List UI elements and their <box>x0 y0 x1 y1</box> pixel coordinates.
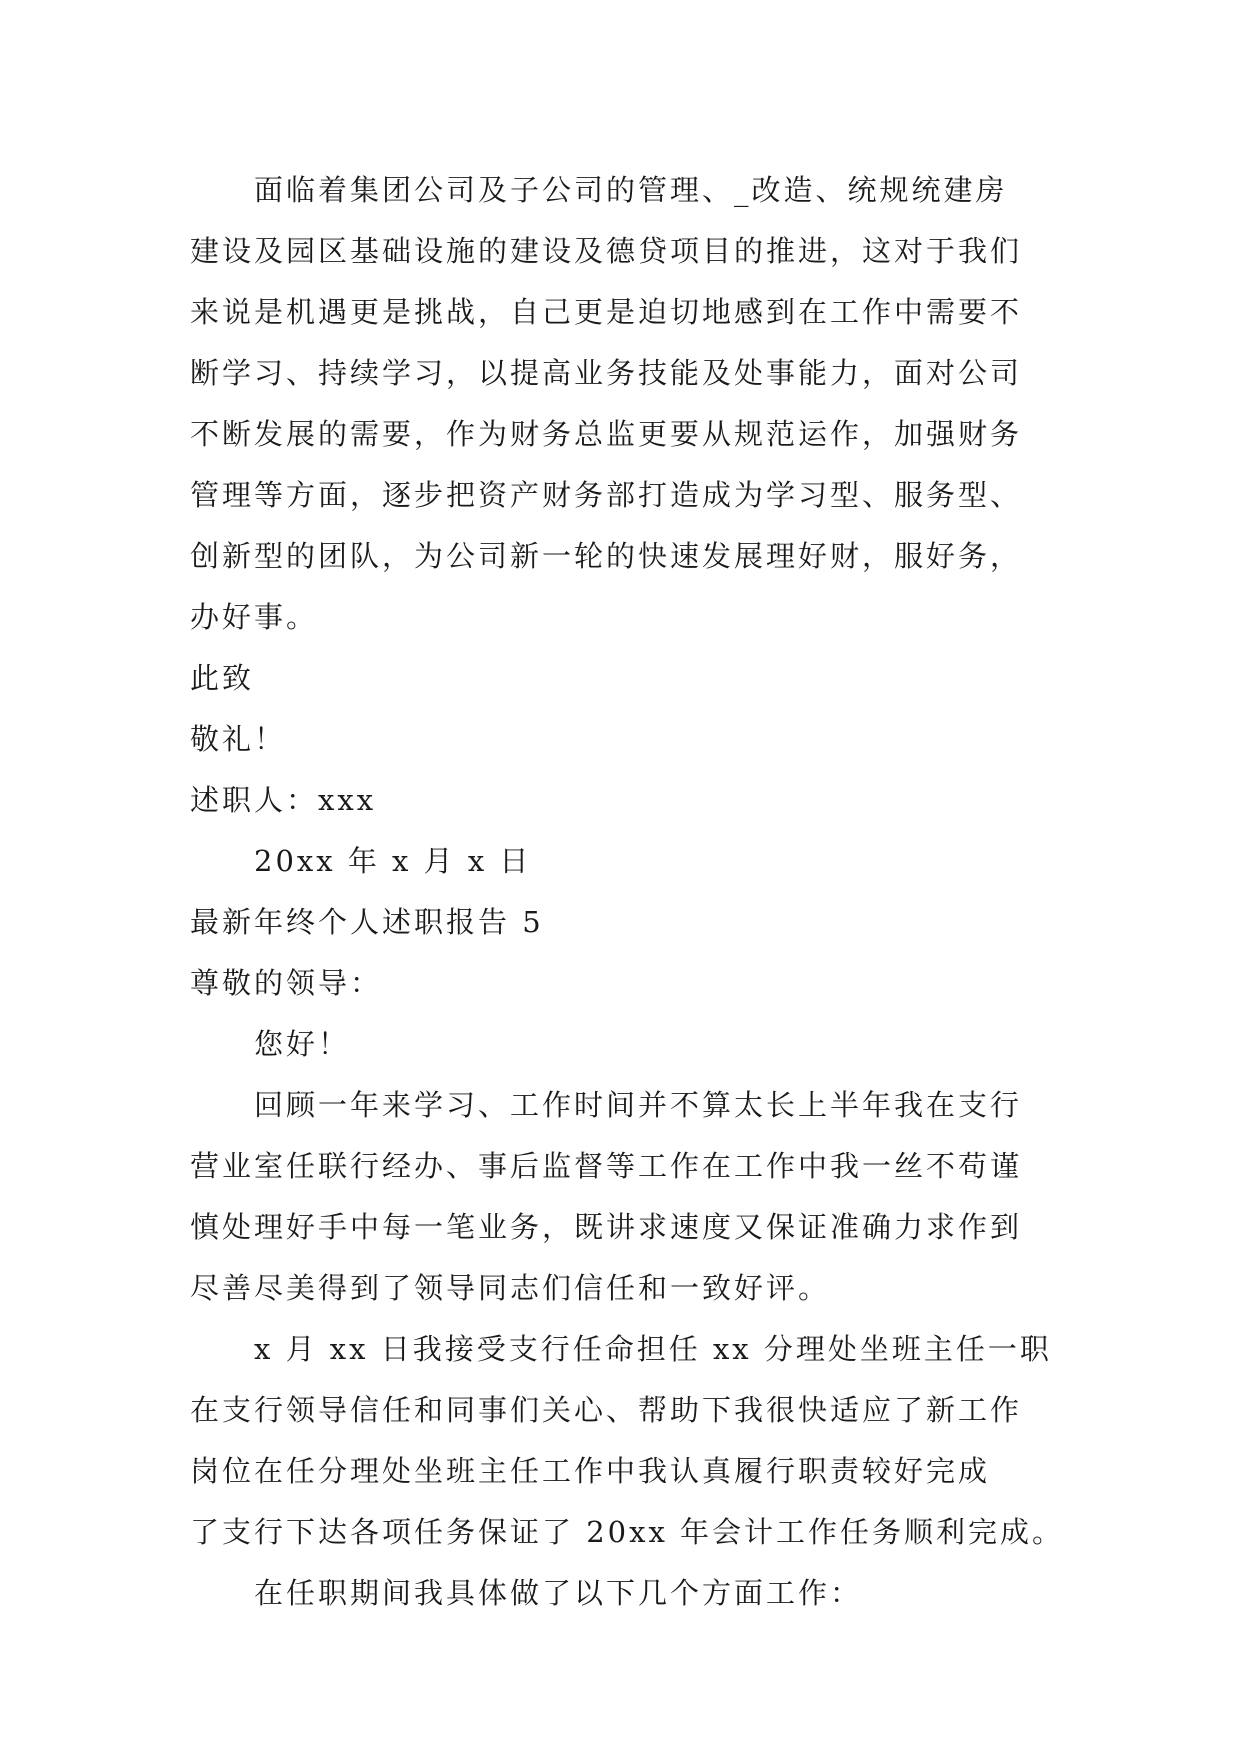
closing-regards: 敬礼！ <box>190 722 287 756</box>
closing-salutation: 此致 <box>190 661 255 695</box>
paragraph-line: 在支行领导信任和同事们关心、帮助下我很快适应了新工作 <box>190 1393 1023 1427</box>
paragraph-line: 创新型的团队，为公司新一轮的快速发展理好财，服好务， <box>190 539 1023 573</box>
paragraph-line: 回顾一年来学习、工作时间并不算太长上半年我在支行 <box>254 1088 1023 1122</box>
greeting-addressee: 尊敬的领导： <box>190 966 383 1000</box>
paragraph-line: 不断发展的需要，作为财务总监更要从规范运作，加强财务 <box>190 417 1023 451</box>
paragraph-line: 办好事。 <box>190 600 319 634</box>
greeting: 您好！ <box>254 1027 351 1061</box>
paragraph-line: 了支行下达各项任务保证了 20xx 年会计工作任务顺利完成。 <box>190 1515 1065 1549</box>
signature-name: 述职人：xxx <box>190 783 377 817</box>
paragraph-line: 岗位在任分理处坐班主任工作中我认真履行职责较好完成 <box>190 1454 991 1488</box>
paragraph-line: 面临着集团公司及子公司的管理、_改造、统规统建房 <box>254 173 1008 207</box>
paragraph-line: 在任职期间我具体做了以下几个方面工作： <box>254 1576 863 1610</box>
section-title: 最新年终个人述职报告 5 <box>190 905 544 939</box>
paragraph-line: 建设及园区基础设施的建设及德贷项目的推进，这对于我们 <box>190 234 1023 268</box>
paragraph-line: 慎处理好手中每一笔业务，既讲求速度又保证准确力求作到 <box>190 1210 1023 1244</box>
paragraph-line: 尽善尽美得到了领导同志们信任和一致好评。 <box>190 1271 831 1305</box>
paragraph-line: 来说是机遇更是挑战，自己更是迫切地感到在工作中需要不 <box>190 295 1023 329</box>
paragraph-line: x 月 xx 日我接受支行任命担任 xx 分理处坐班主任一职 <box>254 1332 1052 1366</box>
paragraph-line: 营业室任联行经办、事后监督等工作在工作中我一丝不苟谨 <box>190 1149 1023 1183</box>
signature-date: 20xx 年 x 月 x 日 <box>254 844 532 878</box>
paragraph-line: 管理等方面，逐步把资产财务部打造成为学习型、服务型、 <box>190 478 1023 512</box>
paragraph-line: 断学习、持续学习，以提高业务技能及处事能力，面对公司 <box>190 356 1023 390</box>
document-body <box>190 160 1066 1624</box>
